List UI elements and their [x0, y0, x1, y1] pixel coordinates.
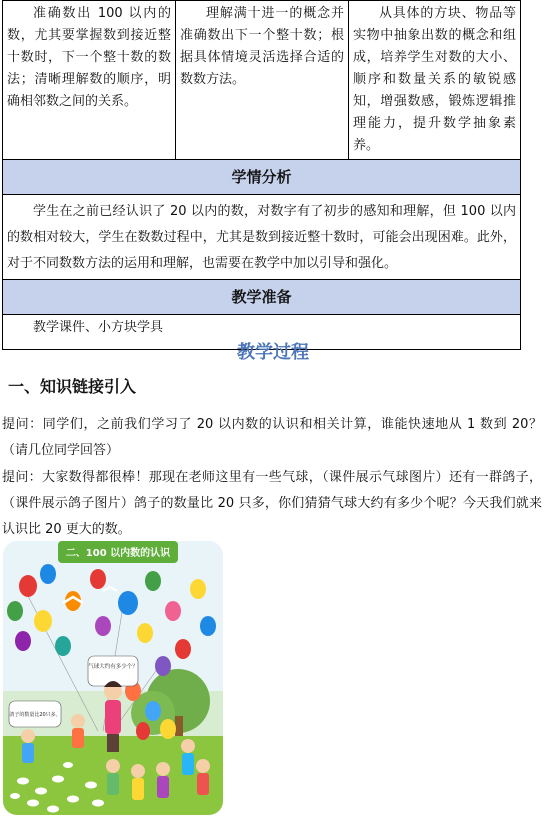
balloon-icon — [7, 601, 23, 621]
question-1: 提问：同学们，之前我们学习了 20 以内数的认识和相关计算，谁能快速地从 1 数到 20？（请几位同学回答） — [2, 417, 542, 458]
prep-heading: 教学准备 — [3, 280, 521, 315]
balloon-icon — [145, 701, 161, 721]
illustration-svg — [3, 541, 223, 815]
prep-text: 教学课件、小方块学具 — [3, 315, 521, 350]
balloon-icon — [190, 579, 206, 599]
analysis-heading: 学情分析 — [3, 160, 521, 195]
balloon-icon — [34, 610, 52, 632]
balloon-icon — [137, 623, 153, 643]
balloon-icon — [165, 601, 181, 621]
analysis-row — [3, 195, 521, 280]
goal-process-cell: 理解满十进一的概念并准确数出下一个整十数；根据具体情境灵活选择合适的数数方法。 — [176, 1, 349, 160]
bubble-doves-text: 鸽子的数量比20只多。 — [9, 712, 61, 718]
prep-header-row — [3, 280, 521, 315]
balloon-icon — [160, 719, 176, 739]
balloon-icon — [55, 636, 71, 656]
analysis-text: 学生在之前已经认识了 20 以内的数，对数字有了初步的感知和理解，但 100 以内的数相对较大，学生在数数过程中，尤其是数到接近整十数时，可能会出现困难。此外，对于不同数数方法的运用和理解，也需要在教学中加以引导和强化。 — [3, 195, 521, 280]
goal-quality-cell: 从具体的方块、物品等实物中抽象出数的概念和组成，培养学生对数的大小、顺序和数量关系的敏锐感知，增强数感，锻炼逻辑推理能力，提升数学抽象素养。 — [349, 1, 521, 160]
balloon-icon — [19, 575, 37, 597]
balloon-icon — [155, 656, 171, 676]
balloon-icon — [145, 571, 161, 591]
balloon-icon — [95, 616, 111, 636]
balloon-icon — [175, 639, 191, 659]
banner-label: 二、100 以内数的认识 — [65, 548, 171, 559]
balloon-icon — [200, 616, 216, 636]
question-2: 提问：大家数得都很棒！那现在老师这里有一些气球，（课件展示气球图片）还有一群鸽子，（课件展示鸽子图片）鸽子的数量比 20 只多，你们猜猜气球大约有多少个呢？今天我们就来认识比 20 更大的数。 — [2, 470, 542, 537]
balloon-icon — [40, 564, 56, 584]
balloon-icon — [136, 722, 150, 740]
lesson-plan-table — [2, 0, 521, 350]
bubble-balloons-text: 气球大约有多少个？ — [88, 664, 138, 670]
goal-knowledge-cell: 准确数出 100 以内的数，尤其要掌握数到接近整十数时，下一个整十数的数法；清晰理解数的顺序，明确相邻数之间的关系。 — [3, 1, 176, 160]
balloon-icon — [118, 591, 138, 615]
section-heading: 一、知识链接引入 — [8, 377, 137, 396]
balloon-icon — [90, 569, 106, 589]
analysis-header-row — [3, 160, 521, 195]
process-title: 教学过程 — [237, 342, 309, 363]
balloon-icon — [15, 631, 31, 651]
balloons-illustration — [3, 541, 223, 815]
goals-row — [3, 1, 521, 160]
